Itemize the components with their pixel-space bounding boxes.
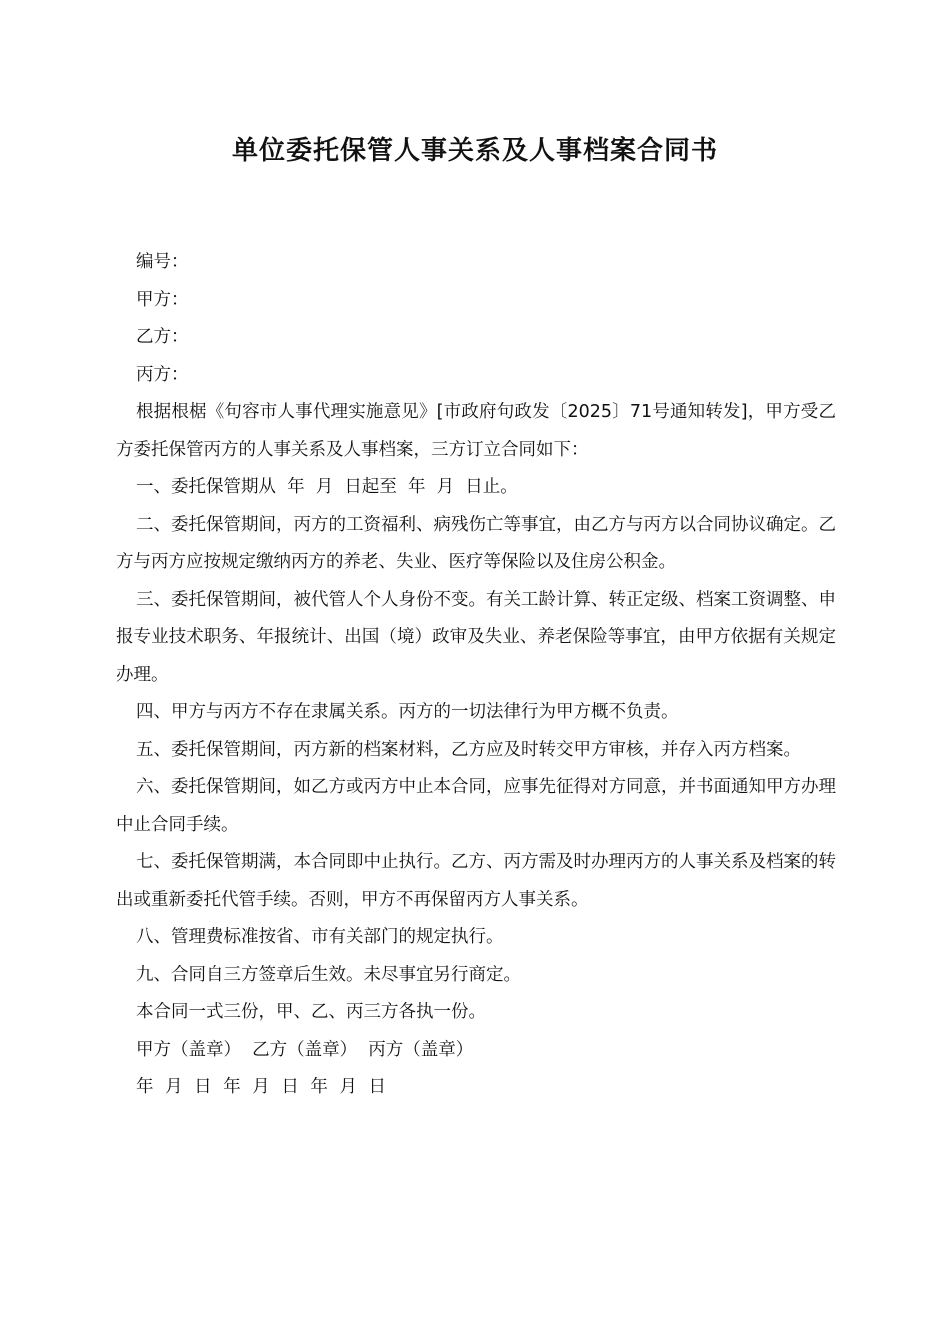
clause-6: 六、委托保管期间，如乙方或丙方中止本合同，应事先征得对方同意，并书面通知甲方办理中止合同手续。: [116, 777, 836, 835]
field-party-a: 甲方：: [136, 289, 189, 310]
field-party-b: 乙方：: [136, 327, 189, 347]
contract-body: [116, 244, 836, 1107]
signature-line: 甲方（盖章） 乙方（盖章） 丙方（盖章）: [136, 1039, 474, 1060]
document-title: 单位委托保管人事关系及人事档案合同书: [231, 136, 718, 166]
clause-7: 七、委托保管期满，本合同即中止执行。乙方、丙方需及时办理丙方的人事关系及档案的转出或重新委托代管手续。否则，甲方不再保留丙方人事关系。: [116, 852, 836, 910]
preamble-paragraph: 根据根椐《句容市人事代理实施意见》[市政府句政发〔2025〕71号通知转发]，甲方受乙方委托保管丙方的人事关系及人事档案，三方订立合同如下：: [116, 402, 836, 460]
clause-8: 八、管理费标准按省、市有关部门的规定执行。: [136, 927, 504, 947]
clause-1: 一、委托保管期从 年 月 日起至 年 月 日止。: [136, 477, 518, 497]
copies-note: 本合同一式三份，甲、乙、丙三方各执一份。: [136, 1002, 486, 1022]
clause-9: 九、合同自三方签章后生效。未尽事宜另行商定。: [136, 964, 521, 985]
field-party-c: 丙方：: [136, 364, 189, 385]
clause-2: 二、委托保管期间，丙方的工资福利、病残伤亡等事宜，由乙方与丙方以合同协议确定。乙方与丙方应按规定缴纳丙方的养老、失业、医疗等保险以及住房公积金。: [116, 514, 836, 572]
clause-3: 三、委托保管期间，被代管人个人身份不变。有关工龄计算、转正定级、档案工资调整、申报专业技术职务、年报统计、出国（境）政审及失业、养老保险等事宜，由甲方依据有关规定办理。: [116, 589, 836, 685]
field-number: 编号：: [136, 252, 189, 272]
clause-5: 五、委托保管期间，丙方新的档案材料，乙方应及时转交甲方审核，并存入丙方档案。: [136, 739, 801, 760]
clause-4: 四、甲方与丙方不存在隶属关系。丙方的一切法律行为甲方概不负责。: [136, 702, 679, 722]
date-line: 年 月 日 年 月 日 年 月 日: [136, 1077, 387, 1097]
